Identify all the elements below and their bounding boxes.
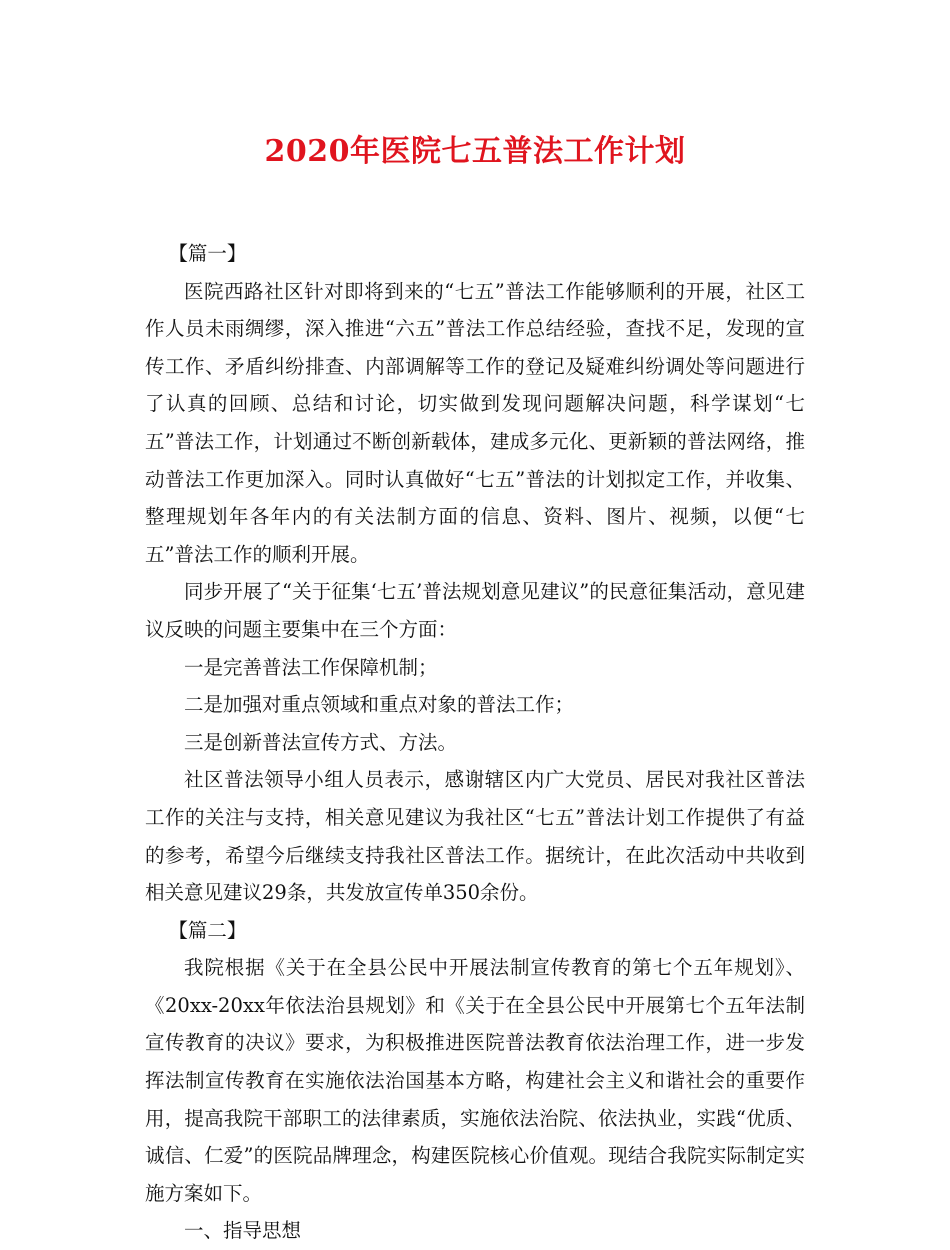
paragraph: 社区普法领导小组人员表示，感谢辖区内广大党员、居民对我社区普法工作的关注与支持，相关意见建议为我社区“七五”普法计划工作提供了有益的参考，希望今后继续支持我社区普法工作。据统计，在此次活动中共收到相关意见建议29条，共发放宣传单350余份。 <box>145 768 805 905</box>
list-item: 一是完善普法工作保障机制； <box>184 655 438 679</box>
document-title: 2020年医院七五普法工作计划 <box>264 134 686 169</box>
list-item: 二是加强对重点领域和重点对象的普法工作； <box>184 693 575 717</box>
list-item: 三是创新普法宣传方式、方法。 <box>184 730 458 754</box>
section-heading: 【篇一】 <box>168 242 247 265</box>
paragraph: 同步开展了“关于征集‘七五’普法规划意见建议”的民意征集活动，意见建议反映的问题主要集中在三个方面： <box>145 580 805 641</box>
paragraph: 医院西路社区针对即将到来的“七五”普法工作能够顺利的开展，社区工作人员未雨绸缪，深入推进“六五”普法工作总结经验，查找不足，发现的宣传工作、矛盾纠纷排查、内部调解等工作的登记及疑难纠纷调处等问题进行了认真的回顾、总结和讨论，切实做到发现问题解决问题，科学谋划“七五”普法工作，计划通过不断创新载体，建成多元化、更新颖的普法网络，推动普法工作更加深入。同时认真做好“七五”普法的计划拟定工作，并收集、整理规划年各年内的有关法制方面的信息、资料、图片、视频，以便“七五”普法工作的顺利开展。 <box>145 279 805 566</box>
paragraph: 我院根据《关于在全县公民中开展法制宣传教育的第七个五年规划》、《20xx-20xx年依法治县规划》和《关于在全县公民中开展第七个五年法制宣传教育的决议》要求，为积极推进医院普法教育依法治理工作，进一步发挥法制宣传教育在实施依法治国基本方略，构建社会主义和谐社会的重要作用，提高我院干部职工的法律素质，实施依法治院、依法执业，实践“优质、诚信、仁爱”的医院品牌理念，构建医院核心价值观。现结合我院实际制定实施方案如下。 <box>145 956 805 1205</box>
document-body <box>145 235 805 1250</box>
subsection-heading: 一、指导思想 <box>184 1219 302 1243</box>
section-heading: 【篇二】 <box>168 918 247 942</box>
